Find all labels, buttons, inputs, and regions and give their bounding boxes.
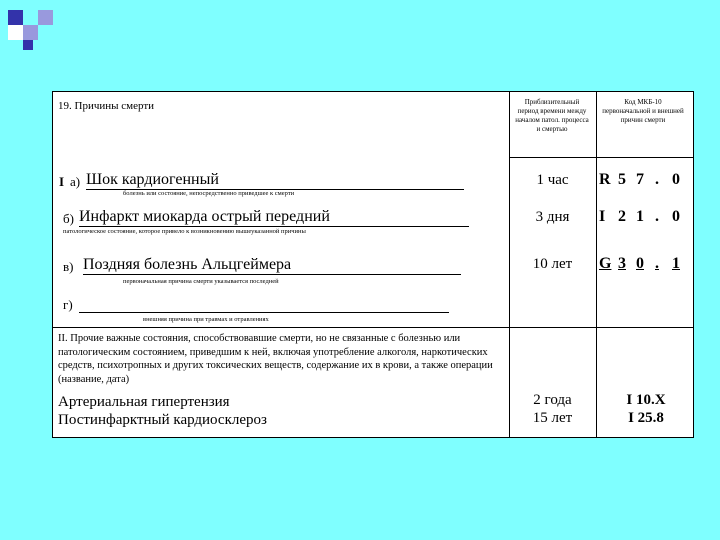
row-b-code-char: I	[599, 208, 606, 225]
row-c-label: в)	[63, 259, 74, 274]
row-b-diagnosis: Инфаркт миокарда острый передний	[79, 208, 330, 225]
corner-square-decoration	[8, 10, 23, 25]
row-d-underline	[79, 295, 449, 313]
row-c-code-char: 3	[618, 255, 626, 272]
row-a-label: а)	[70, 174, 81, 189]
row-a-note: болезнь или состояние, непосредственно приведшее к смерти	[123, 190, 295, 197]
part2-period-1: 2 года	[533, 392, 572, 408]
row-b-note: патологическое состояние, которое привело к возникновению вышеуказанной причины	[63, 228, 306, 235]
row-a-code-char: 5	[618, 171, 626, 188]
row-a-code-char: .	[655, 171, 659, 188]
row-c-period: 10 лет	[532, 256, 573, 272]
death-certificate-form	[52, 91, 694, 438]
row-a-code-char: 7	[636, 171, 644, 188]
corner-square-decoration	[23, 40, 33, 50]
part2-code-1: I 10.X	[626, 392, 666, 408]
part2-diagnosis-1: Артериальная гипертензия	[58, 394, 230, 410]
header-divider	[509, 157, 693, 158]
part2-description: . Прочие важные состояния, способствовавшие смерти, но не связанные с болезнью или патологическим состоянием, приведшим к ней, включая употребление алкоголя, наркотических средств, психотропных и других токсических веществ, содержание их в крови, а также операции (название, дата)	[58, 333, 493, 385]
row-c-diagnosis: Поздняя болезнь Альцгеймера	[83, 256, 292, 273]
part2-code-2: I 25.8	[628, 410, 664, 426]
row-b-underline	[79, 209, 469, 227]
part2-text	[58, 332, 503, 386]
row-d-note: внешняя причина при травмах и отравлениях	[143, 316, 269, 323]
code-header: Код МКБ-10 первоначальной и внешней причин смерти	[602, 98, 684, 124]
row-b-period: 3 дня	[535, 209, 570, 225]
row-c-note: первоначальная причина смерти указывается последней	[123, 278, 279, 285]
corner-square-decoration	[38, 10, 53, 25]
row-b-code-char: 2	[618, 208, 626, 225]
column-divider	[509, 92, 510, 437]
corner-square-decoration	[23, 25, 38, 40]
part2-period-2: 15 лет	[532, 410, 573, 426]
row-c-code-char: G	[599, 255, 612, 272]
row-b-code-char: 1	[636, 208, 644, 225]
section-title: 19. Причины смерти	[58, 100, 155, 112]
row-c-underline	[83, 257, 461, 275]
corner-square-decoration	[8, 25, 23, 40]
row-b-label: б)	[63, 211, 74, 226]
row-a-code-char: R	[599, 171, 611, 188]
row-a-diagnosis: Шок кардиогенный	[86, 171, 219, 188]
row-c-code-char: 1	[672, 255, 680, 272]
part2-divider	[53, 327, 693, 328]
row-c-code-char: .	[655, 255, 659, 272]
row-a-underline	[86, 172, 464, 190]
row-d-label: г)	[63, 297, 73, 312]
row-a-period: 1 час	[536, 172, 569, 188]
row-b-code-char: .	[655, 208, 659, 225]
row-c-code-char: 0	[636, 255, 644, 272]
row-a-code-char: 0	[672, 171, 680, 188]
period-header: Приблизительный период времени между началом патол. процесса и смертью	[515, 98, 589, 133]
part1-roman: I	[59, 174, 65, 189]
row-b-code-char: 0	[672, 208, 680, 225]
part2-diagnosis-2: Постинфарктный кардиосклероз	[58, 412, 267, 428]
column-divider	[596, 92, 597, 437]
part2-roman: II	[58, 333, 65, 344]
